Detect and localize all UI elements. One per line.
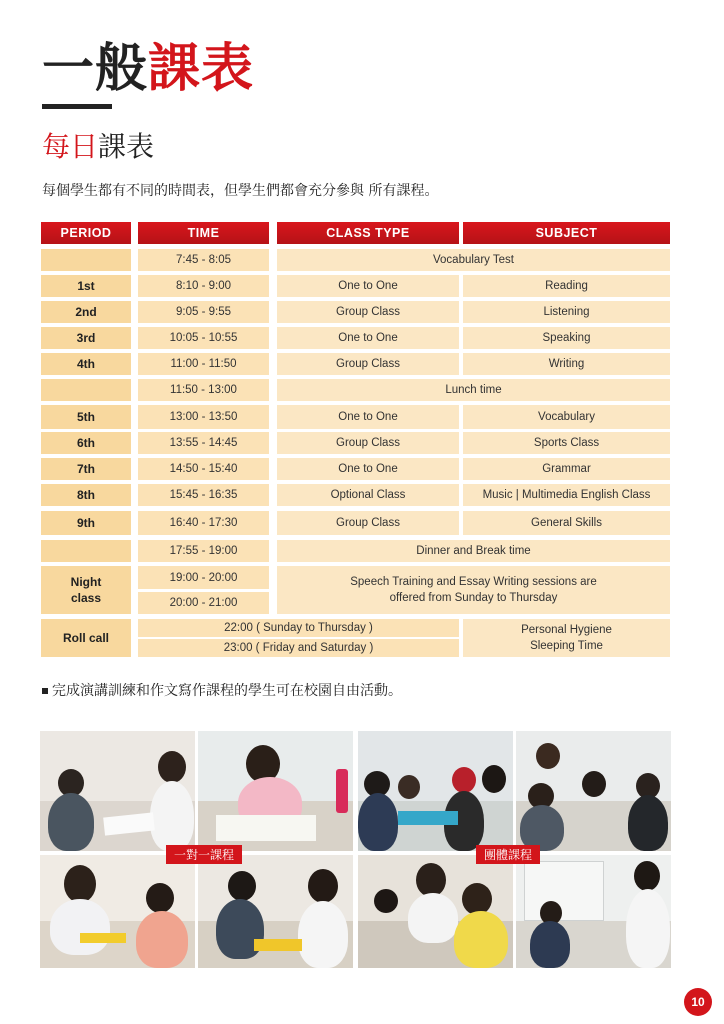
row-time: 15:45 - 16:35 bbox=[138, 484, 269, 506]
header-time: TIME bbox=[138, 222, 269, 244]
header-class-type: CLASS TYPE bbox=[277, 222, 459, 244]
photo-one-on-one-4 bbox=[198, 855, 353, 968]
bullet-icon bbox=[42, 688, 48, 694]
row-time: 14:50 - 15:40 bbox=[138, 458, 269, 480]
night-time-1: 19:00 - 20:00 bbox=[138, 566, 269, 589]
row-period bbox=[41, 249, 131, 271]
rollcall-time-2: 23:00 ( Friday and Saturday ) bbox=[138, 639, 459, 657]
row-period: 6th bbox=[41, 432, 131, 454]
photo-one-on-one-1 bbox=[40, 731, 195, 851]
intro-text: 每個學生都有不同的時間表，但學生們都會充分參與 所有課程。 bbox=[42, 183, 439, 199]
row-class-type: One to One bbox=[277, 327, 459, 349]
photo-group-4 bbox=[516, 855, 671, 968]
row-time: 11:00 - 11:50 bbox=[138, 353, 269, 375]
rollcall-subject: Personal Hygiene Sleeping Time bbox=[463, 619, 670, 657]
row-time: 13:00 - 13:50 bbox=[138, 405, 269, 429]
row-class-type: One to One bbox=[277, 405, 459, 429]
night-period: Night class bbox=[41, 566, 131, 614]
night-time-2: 20:00 - 21:00 bbox=[138, 592, 269, 614]
row-time: 13:55 - 14:45 bbox=[138, 432, 269, 454]
row-class-type: One to One bbox=[277, 458, 459, 480]
row-period bbox=[41, 540, 131, 562]
tag-group: 團體課程 bbox=[476, 845, 540, 864]
row-subject: Music | Multimedia English Class bbox=[463, 484, 670, 506]
photo-group-3 bbox=[358, 855, 513, 968]
row-subject: Sports Class bbox=[463, 432, 670, 454]
page-number: 10 bbox=[684, 988, 712, 1016]
row-period bbox=[41, 379, 131, 401]
night-text: Speech Training and Essay Writing sessions are offered from Sunday to Thursday bbox=[277, 566, 670, 614]
row-time: 9:05 - 9:55 bbox=[138, 301, 269, 323]
row-class-type: Group Class bbox=[277, 301, 459, 323]
note-text: 完成演講訓練和作文寫作課程的學生可在校園自由活動。 bbox=[52, 683, 402, 699]
photo-one-on-one-3 bbox=[40, 855, 195, 968]
page-title-part1: 一般 bbox=[42, 38, 149, 99]
row-class-type: Optional Class bbox=[277, 484, 459, 506]
row-time: 10:05 - 10:55 bbox=[138, 327, 269, 349]
row-period: 9th bbox=[41, 511, 131, 535]
row-period: 7th bbox=[41, 458, 131, 480]
row-class-type: One to One bbox=[277, 275, 459, 297]
row-subject: Vocabulary bbox=[463, 405, 670, 429]
row-period: 1st bbox=[41, 275, 131, 297]
row-time: 11:50 - 13:00 bbox=[138, 379, 269, 401]
rollcall-time-1: 22:00 ( Sunday to Thursday ) bbox=[138, 619, 459, 637]
row-time: 16:40 - 17:30 bbox=[138, 511, 269, 535]
row-subject: Writing bbox=[463, 353, 670, 375]
header-subject: SUBJECT bbox=[463, 222, 670, 244]
page-title-part2: 課表 bbox=[148, 38, 255, 99]
section-title-part2: 課表 bbox=[98, 130, 155, 163]
row-subject: General Skills bbox=[463, 511, 670, 535]
row-class-type: Group Class bbox=[277, 511, 459, 535]
row-subject: Grammar bbox=[463, 458, 670, 480]
row-period: 2nd bbox=[41, 301, 131, 323]
row-subject: Reading bbox=[463, 275, 670, 297]
photo-one-on-one-2 bbox=[198, 731, 353, 851]
section-title-part1: 每日 bbox=[42, 130, 99, 163]
photo-group-1 bbox=[358, 731, 513, 851]
photo-group-2 bbox=[516, 731, 671, 851]
row-period: 4th bbox=[41, 353, 131, 375]
row-time: 7:45 - 8:05 bbox=[138, 249, 269, 271]
row-subject: Speaking bbox=[463, 327, 670, 349]
row-period: 5th bbox=[41, 405, 131, 429]
row-subject: Listening bbox=[463, 301, 670, 323]
row-time: 17:55 - 19:00 bbox=[138, 540, 269, 562]
row-period: 8th bbox=[41, 484, 131, 506]
row-period: 3rd bbox=[41, 327, 131, 349]
tag-one-on-one: 一對一課程 bbox=[166, 845, 242, 864]
row-merged: Vocabulary Test bbox=[277, 249, 670, 271]
row-class-type: Group Class bbox=[277, 353, 459, 375]
row-merged: Dinner and Break time bbox=[277, 540, 670, 562]
row-time: 8:10 - 9:00 bbox=[138, 275, 269, 297]
note bbox=[42, 680, 402, 700]
rollcall-period: Roll call bbox=[41, 619, 131, 657]
header-period: PERIOD bbox=[41, 222, 131, 244]
row-merged: Lunch time bbox=[277, 379, 670, 401]
row-class-type: Group Class bbox=[277, 432, 459, 454]
